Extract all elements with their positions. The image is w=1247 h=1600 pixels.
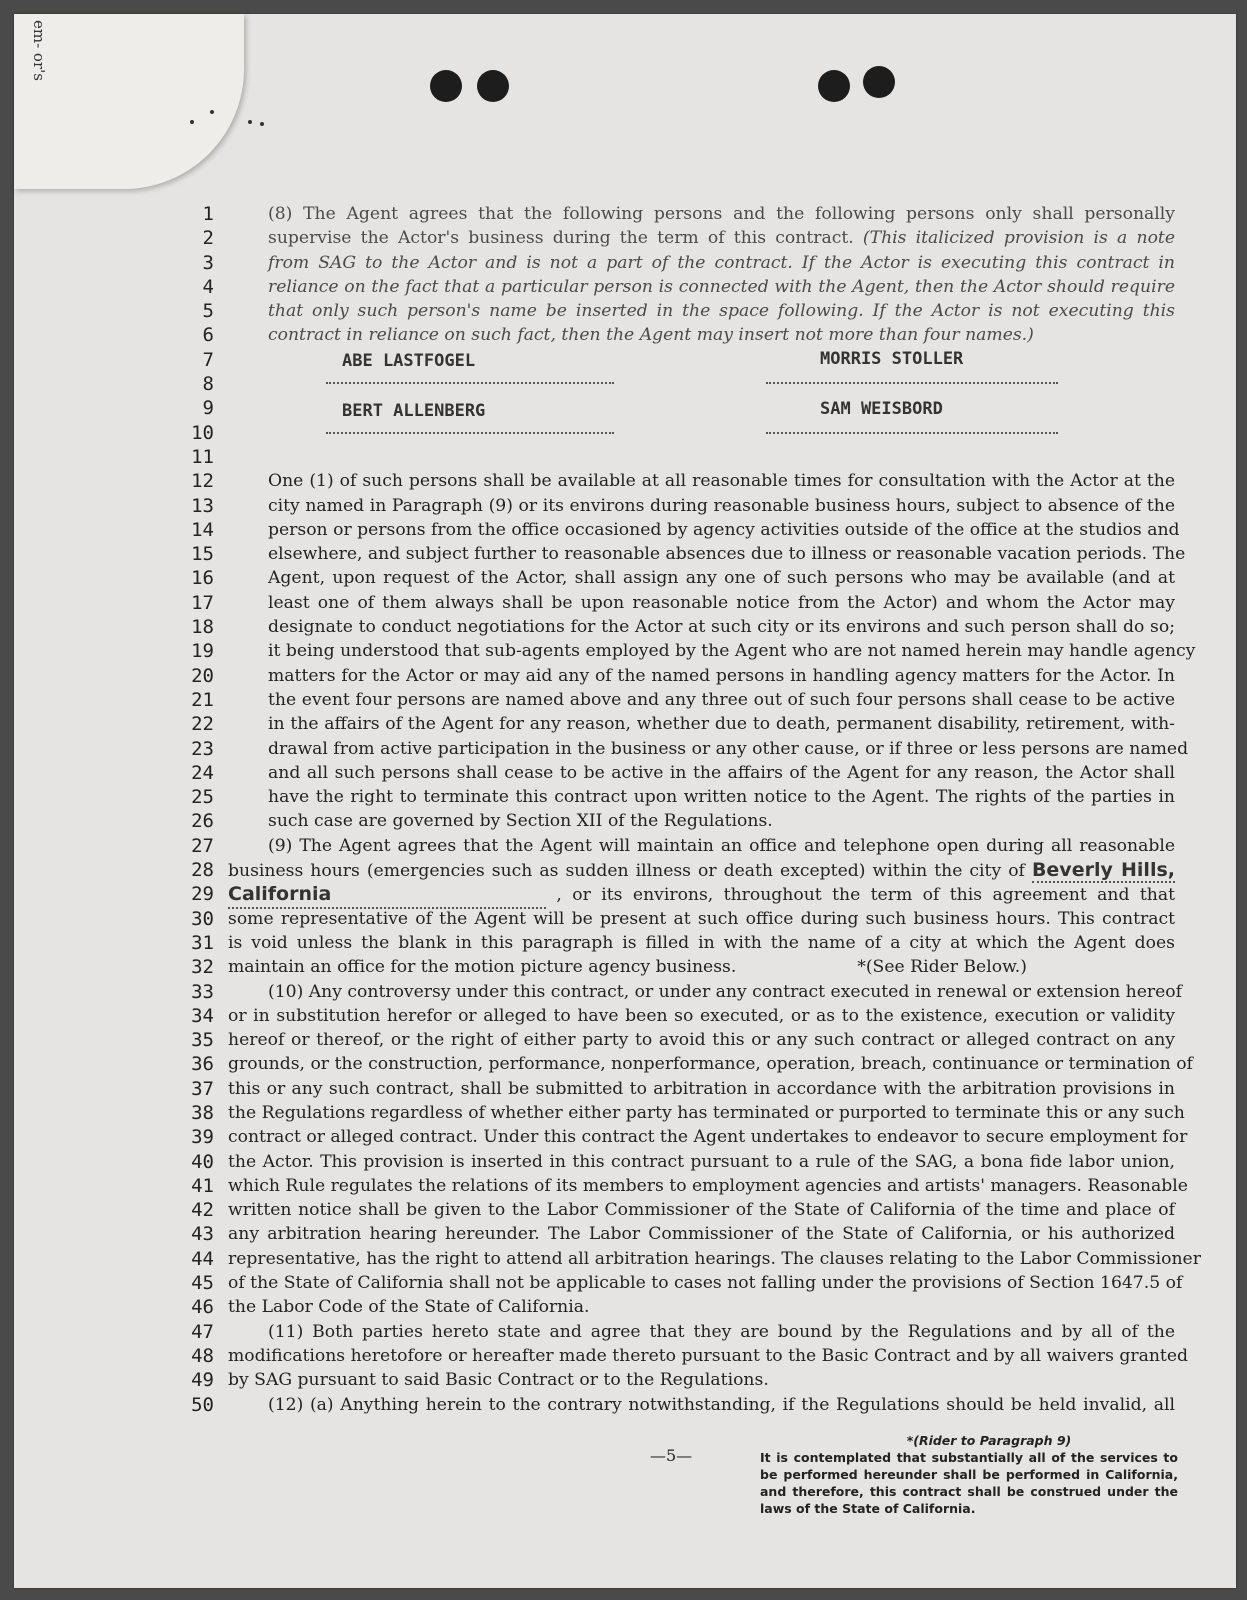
arbitration-paragraph	[228, 980, 1201, 1320]
para8-line: (8) The Agent agrees that the following persons and the following persons only shall personally	[268, 204, 1175, 224]
line-number: 40	[191, 1150, 214, 1173]
page-number: —5—	[650, 1446, 693, 1465]
line-number: 27	[191, 834, 214, 857]
person-name: SAM WEISBORD	[820, 398, 943, 419]
para10-line: grounds, or the construction, performance, nonperformance, operation, breach, continuance or termination of	[228, 1054, 1193, 1075]
line-number: 1	[202, 203, 214, 225]
speck	[210, 110, 214, 114]
punch-hole	[477, 70, 509, 102]
body-line: designate to conduct negotiations for the Actor at such city or its environs and such person shall do so;	[268, 617, 1175, 638]
para9-line: some representative of the Agent will be present at such office during such business hours. This contract	[228, 908, 1175, 929]
line-number: 2	[202, 227, 214, 250]
line-number: 24	[191, 761, 214, 784]
line-number: 21	[191, 688, 214, 711]
margin-text: em- or's	[30, 20, 48, 81]
person-name: BERT ALLENBERG	[342, 400, 486, 421]
body-line: drawal from active participation in the business or any other cause, or if three or less persons are named	[268, 738, 1189, 759]
contract-page	[14, 14, 1236, 1588]
rider-box	[760, 1432, 1178, 1517]
line-number: 35	[191, 1029, 214, 1052]
line-number: 39	[191, 1126, 214, 1149]
line-number: 17	[191, 591, 214, 614]
body-line: the event four persons are named above and any three out of such four persons shall cease to be active	[268, 689, 1175, 710]
line-number: 11	[191, 445, 214, 468]
para10-line: the Actor. This provision is inserted in this contract pursuant to a rule of the SAG, a bona fide labor union,	[228, 1151, 1175, 1172]
line-number: 4	[202, 275, 214, 298]
body-line: Agent, upon request of the Actor, shall assign any one of such persons who may be available (and at	[268, 568, 1175, 589]
line-number: 5	[202, 300, 214, 323]
rider-title: *(Rider to Paragraph 9)	[906, 1433, 1072, 1448]
blank-line	[228, 445, 1175, 469]
line-number: 44	[191, 1247, 214, 1270]
punch-hole	[430, 70, 462, 102]
line-number: 41	[191, 1174, 214, 1197]
line-number: 31	[191, 931, 214, 954]
line-number: 23	[191, 737, 214, 760]
body-line: One (1) of such persons shall be available at all reasonable times for consultation with the Actor at the	[268, 471, 1175, 492]
body-line: such case are governed by Section XII of the Regulations.	[268, 811, 773, 832]
speck	[260, 122, 264, 126]
line-number: 34	[191, 1004, 214, 1027]
line-number: 26	[191, 810, 214, 833]
para10-line: (10) Any controversy under this contract, or under any contract executed in renewal or extension hereof	[268, 981, 1182, 1002]
line-number: 46	[191, 1296, 214, 1319]
person-name: ABE LASTFOGEL	[342, 350, 476, 371]
body-line: and all such persons shall cease to be active in the affairs of the Agent for any reason, the Actor shall	[268, 762, 1175, 783]
line-number: 14	[191, 518, 214, 541]
line-number: 10	[191, 421, 214, 444]
para8-note-line: reliance on the fact that a particular person is connected with the Agent, then the Actor should require	[268, 276, 1175, 297]
para9-line-text: maintain an office for the motion picture agency business.	[228, 957, 737, 978]
city-fill-in: Beverly Hills,	[1031, 859, 1175, 882]
regulations-paragraph	[228, 1320, 1189, 1393]
line-number: 47	[191, 1320, 214, 1343]
para10-line: hereof or thereof, or the right of either party to avoid this or any such contract or alleged contract on any	[228, 1030, 1175, 1051]
line-number: 49	[191, 1369, 214, 1392]
line-number: 29	[191, 883, 214, 906]
rider-reference: *(See Rider Below.)	[857, 957, 1027, 978]
line-number: 15	[191, 543, 214, 566]
name-line	[766, 382, 1058, 384]
para10-line: or in substitution herefor or alleged to have been so executed, or as to the existence, execution or validity	[228, 1005, 1175, 1026]
line-number: 3	[202, 251, 214, 274]
body-line: city named in Paragraph (9) or its environs during reasonable business hours, subject to absence of the	[268, 495, 1175, 516]
line-number: 28	[191, 859, 214, 882]
para10-line: of the State of California shall not be applicable to cases not falling under the provisions of Section 1647.5 of	[228, 1273, 1183, 1294]
body-line: matters for the Actor or may aid any of the named persons in handling agency matters for the Actor. In	[268, 665, 1175, 686]
name-line	[326, 432, 614, 434]
line-number: 48	[191, 1344, 214, 1367]
para12-line: (12) (a) Anything herein to the contrary notwithstanding, if the Regulations should be held invalid, all	[268, 1394, 1175, 1415]
para8-line-text: supervise the Actor's business during the term of this contract.	[268, 228, 854, 249]
para8-note-line: from SAG to the Actor and is not a part of the contract. If the Actor is executing this contract in	[268, 252, 1175, 273]
name-line	[766, 432, 1058, 434]
para11-line: (11) Both parties hereto state and agree that they are bound by the Regulations and by all of the	[268, 1321, 1175, 1342]
body-line: it being understood that sub-agents employed by the Agent who are not named herein may handle agency	[268, 641, 1196, 662]
para9-line: (9) The Agent agrees that the Agent will maintain an office and telephone open during all reasonable	[268, 835, 1175, 856]
line-number: 45	[191, 1272, 214, 1295]
punch-hole	[863, 66, 895, 98]
para10-line: the Regulations regardless of whether either party has terminated or purported to terminate this or any such	[228, 1102, 1185, 1123]
para9-line: is void unless the blank in this paragraph is filled in with the name of a city at which the Agent does	[228, 932, 1175, 953]
line-number: 33	[191, 980, 214, 1003]
line-number: 38	[191, 1101, 214, 1124]
para10-line: representative, has the right to attend all arbitration hearings. The clauses relating to the Labor Commissioner	[228, 1248, 1201, 1269]
authorized-persons	[228, 348, 1175, 445]
para9-line	[228, 882, 1175, 906]
speck	[248, 120, 252, 124]
para9-line-text: , or its environs, throughout the term of this agreement and that	[556, 885, 1176, 906]
para8-line	[228, 226, 1175, 250]
para10-line: this or any such contract, shall be submitted to arbitration in accordance with the arbitration provisions in	[228, 1078, 1175, 1099]
para8-note-line: that only such person's name be inserted in the space following. If the Actor is not executing this	[268, 301, 1175, 322]
body-line: elsewhere, and subject further to reasonable absences due to illness or reasonable vacation periods. The	[268, 544, 1186, 565]
para9-line	[228, 955, 1175, 979]
rider-body: It is contemplated that substantially all of the services to be performed hereunder shall be performed in California, and therefore, this contract shall be construed under the laws of the State of California.	[760, 1450, 1178, 1516]
para9-line-text: business hours (emergencies such as sudden illness or death excepted) within the city of	[228, 861, 1025, 882]
punch-hole	[818, 70, 850, 102]
line-number: 20	[191, 664, 214, 687]
folded-page-corner	[14, 14, 244, 189]
line-number: 16	[191, 567, 214, 590]
line-number: 18	[191, 616, 214, 639]
line-number: 19	[191, 640, 214, 663]
line-number: 37	[191, 1077, 214, 1100]
para10-line: written notice shall be given to the Labor Commissioner of the State of California of the time and place of	[228, 1200, 1175, 1221]
para10-line: the Labor Code of the State of California.	[228, 1297, 590, 1318]
para10-line: which Rule regulates the relations of its members to employment agencies and artists' managers. Reasonable	[228, 1175, 1188, 1196]
line-number: 12	[191, 470, 214, 493]
line-number: 42	[191, 1199, 214, 1222]
line-number: 36	[191, 1053, 214, 1076]
line-number: 6	[202, 324, 214, 347]
line-number: 25	[191, 786, 214, 809]
line-number: 50	[191, 1393, 214, 1416]
state-fill-in: California	[228, 882, 546, 908]
line-number: 30	[191, 907, 214, 930]
para11-line: modifications heretofore or hereafter made thereto pursuant to the Basic Contract and by all waivers granted	[228, 1345, 1189, 1366]
persons-availability-paragraph	[228, 469, 1196, 833]
para10-line: any arbitration hearing hereunder. The Labor Commissioner of the State of California, or his authorized	[228, 1224, 1175, 1245]
para8-note: (This italicized provision is a note	[862, 228, 1175, 249]
person-name: MORRIS STOLLER	[820, 348, 964, 369]
line-number: 8	[202, 373, 214, 396]
para8-note-line: contract in reliance on such fact, then the Agent may insert not more than four names.)	[268, 325, 1034, 346]
line-number: 9	[202, 397, 214, 420]
speck	[190, 120, 194, 124]
line-number: 22	[191, 713, 214, 736]
body-line: have the right to terminate this contract upon written notice to the Agent. The rights of the parties in	[268, 787, 1175, 808]
body-line: in the affairs of the Agent for any reason, whether due to death, permanent disability, retirement, with-	[268, 714, 1175, 735]
para10-line: contract or alleged contract. Under this contract the Agent undertakes to endeavor to secure employment for	[228, 1127, 1188, 1148]
body-line: least one of them always shall be upon reasonable notice from the Actor) and whom the Actor may	[268, 592, 1175, 613]
body-line: person or persons from the office occasioned by agency activities outside of the office at the studios and	[268, 519, 1180, 540]
line-number: 43	[191, 1223, 214, 1246]
line-number: 7	[202, 348, 214, 371]
contract-text	[228, 202, 1201, 1417]
line-number: 32	[191, 956, 214, 979]
name-line	[326, 382, 614, 384]
line-number: 13	[191, 494, 214, 517]
line-number-column	[169, 202, 214, 1417]
para9-line	[228, 858, 1175, 882]
para11-line: by SAG pursuant to said Basic Contract or to the Regulations.	[228, 1370, 769, 1391]
